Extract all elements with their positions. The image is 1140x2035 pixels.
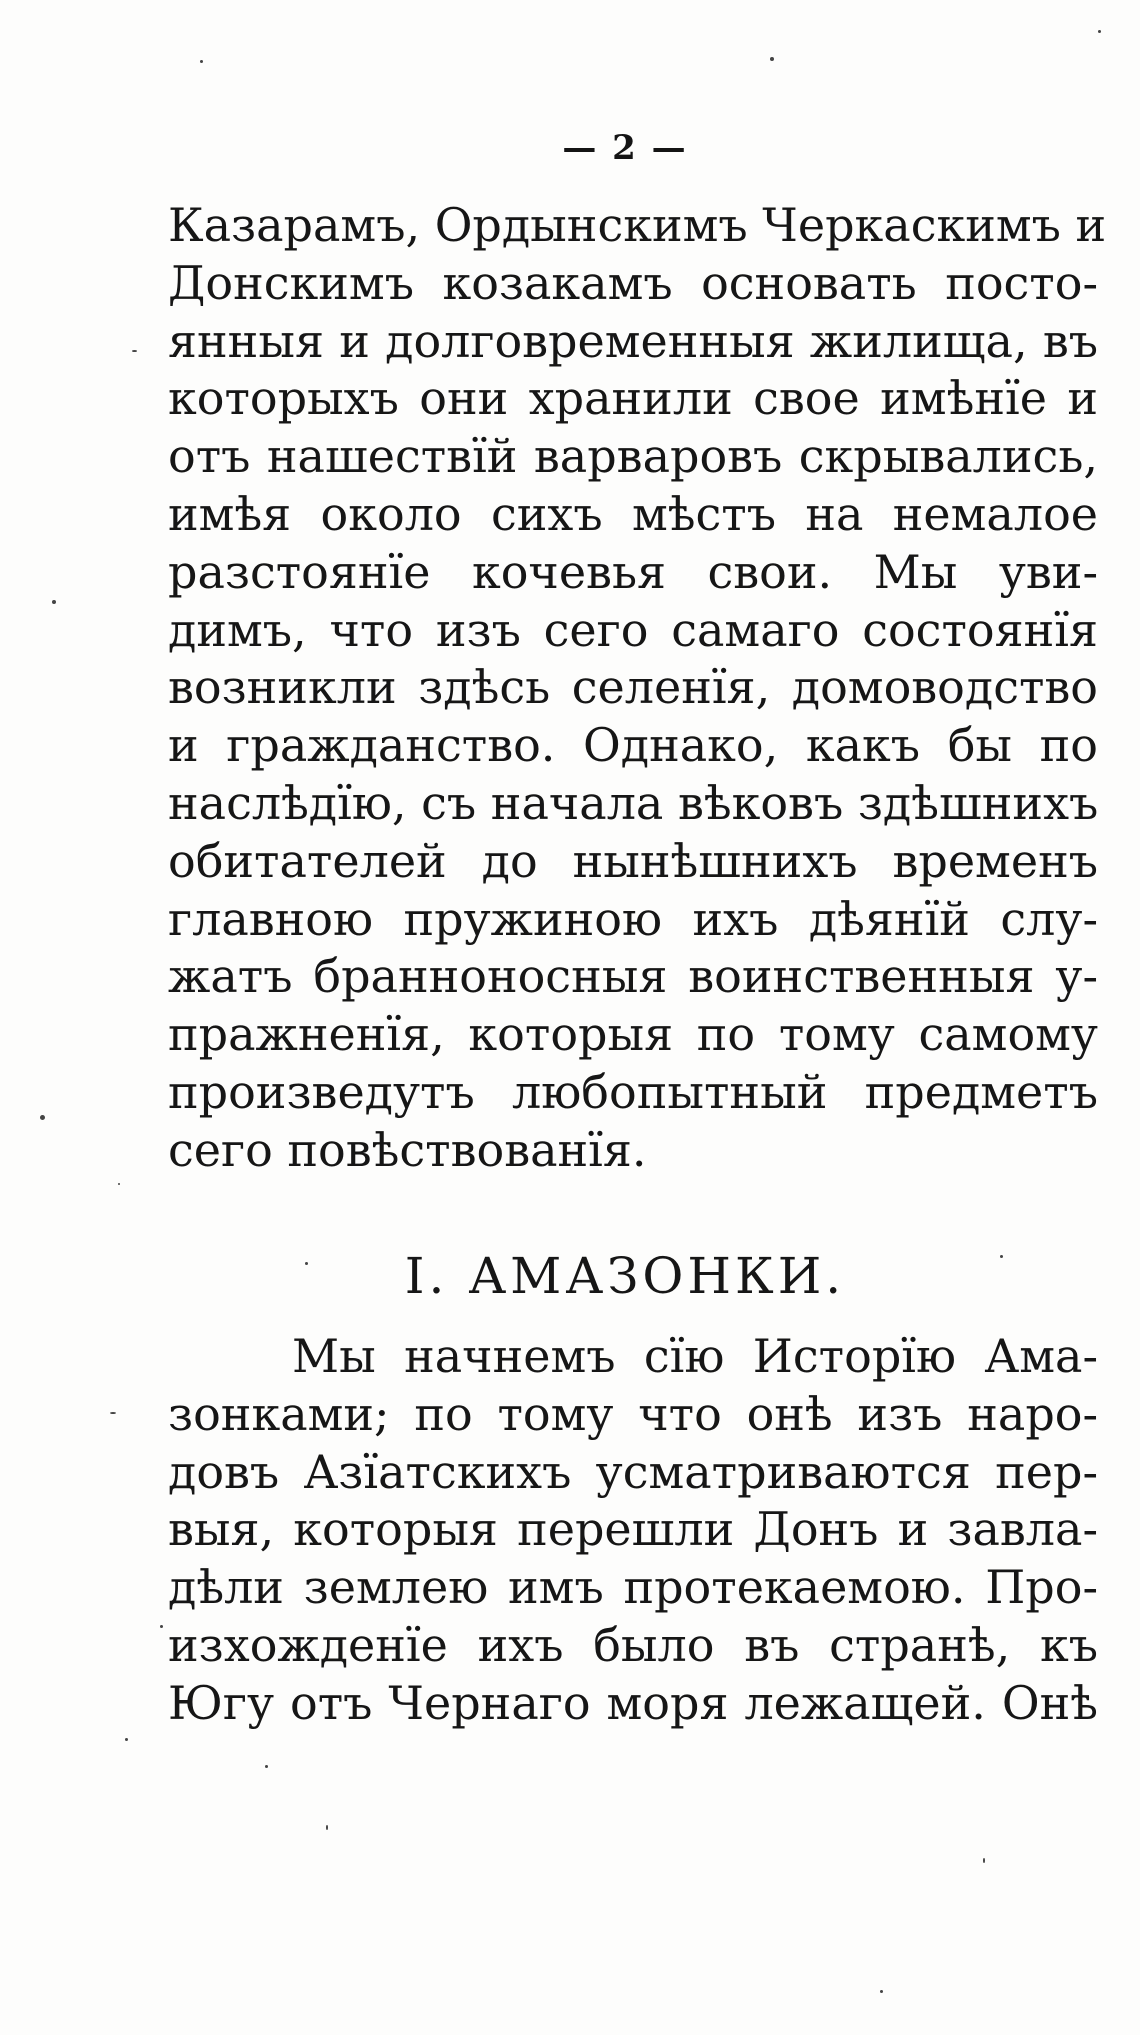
scan-speck xyxy=(1098,30,1101,33)
text-line: пражненїя, которыя по тому самому xyxy=(168,1007,1098,1062)
text-line: довъ Азїатскихъ усматриваются пер- xyxy=(168,1444,1098,1499)
text-line: Мы начнемъ сїю Исторїю Ама- xyxy=(292,1329,1098,1383)
scan-speck xyxy=(110,1412,116,1414)
text-line: Югу отъ Чернаго моря лежащей. Онѣ xyxy=(168,1675,1098,1730)
text-line: изхожденїе ихъ было въ странѣ, къ xyxy=(168,1617,1098,1672)
text-line: выя, которыя перешли Донъ и завла- xyxy=(168,1502,1098,1557)
text-line: димъ, что изъ сего самаго состоянїя xyxy=(168,602,1098,657)
scan-speck xyxy=(118,1183,120,1185)
scan-speck xyxy=(326,1825,328,1830)
scan-speck xyxy=(125,1738,128,1741)
text-line: и гражданство. Однако, какъ бы по xyxy=(168,718,1098,773)
section-heading: I. АМАЗОНКИ. xyxy=(404,1247,846,1305)
paragraph-1 xyxy=(168,197,1107,1180)
scan-speck xyxy=(160,1625,163,1628)
scan-speck xyxy=(200,60,203,63)
text-line: зонками; по тому что онѣ изъ наро- xyxy=(168,1386,1098,1441)
text-line: жатъ бранноносныя воинственныя у- xyxy=(168,949,1098,1004)
scan-speck xyxy=(880,1990,883,1993)
text-line: произведутъ любопытный предметъ xyxy=(168,1064,1098,1119)
page-number: — 2 — xyxy=(562,128,688,168)
text-line: разстоянїе кочевья свои. Мы уви- xyxy=(168,544,1098,599)
scan-speck xyxy=(40,1115,45,1120)
text-line: возникли здѣсь селенїя, домоводство xyxy=(168,660,1098,715)
text-line: дѣли землею имъ протекаемою. Про- xyxy=(168,1560,1098,1615)
text-line: главною пружиною ихъ дѣянїй слу- xyxy=(168,891,1098,946)
text-line: янныя и долговременныя жилища, въ xyxy=(168,313,1098,368)
scan-speck xyxy=(132,350,137,352)
text-line: имѣя около сихъ мѣстъ на немалое xyxy=(168,486,1098,541)
text-line: которыхъ они хранили свое имѣнїе и xyxy=(168,371,1098,426)
scan-speck xyxy=(983,1858,985,1863)
scan-speck xyxy=(305,1262,308,1265)
scan-speck xyxy=(265,1765,268,1768)
text-line: наслѣдїю, съ начала вѣковъ здѣшнихъ xyxy=(168,775,1099,830)
text-line: сего повѣствованїя. xyxy=(168,1122,647,1177)
text-line: Донскимъ козакамъ основать посто- xyxy=(168,255,1098,310)
scan-speck xyxy=(52,600,56,604)
text-line: Казарамъ, Ордынскимъ Черкаскимъ и xyxy=(168,198,1107,252)
scan-speck xyxy=(770,57,774,61)
paragraph-2 xyxy=(168,1328,1098,1733)
text-line: отъ нашествїй варваровъ скрывались, xyxy=(168,429,1098,484)
text-line: обитателей до нынѣшнихъ временъ xyxy=(168,833,1098,888)
scan-speck xyxy=(1000,1255,1003,1258)
